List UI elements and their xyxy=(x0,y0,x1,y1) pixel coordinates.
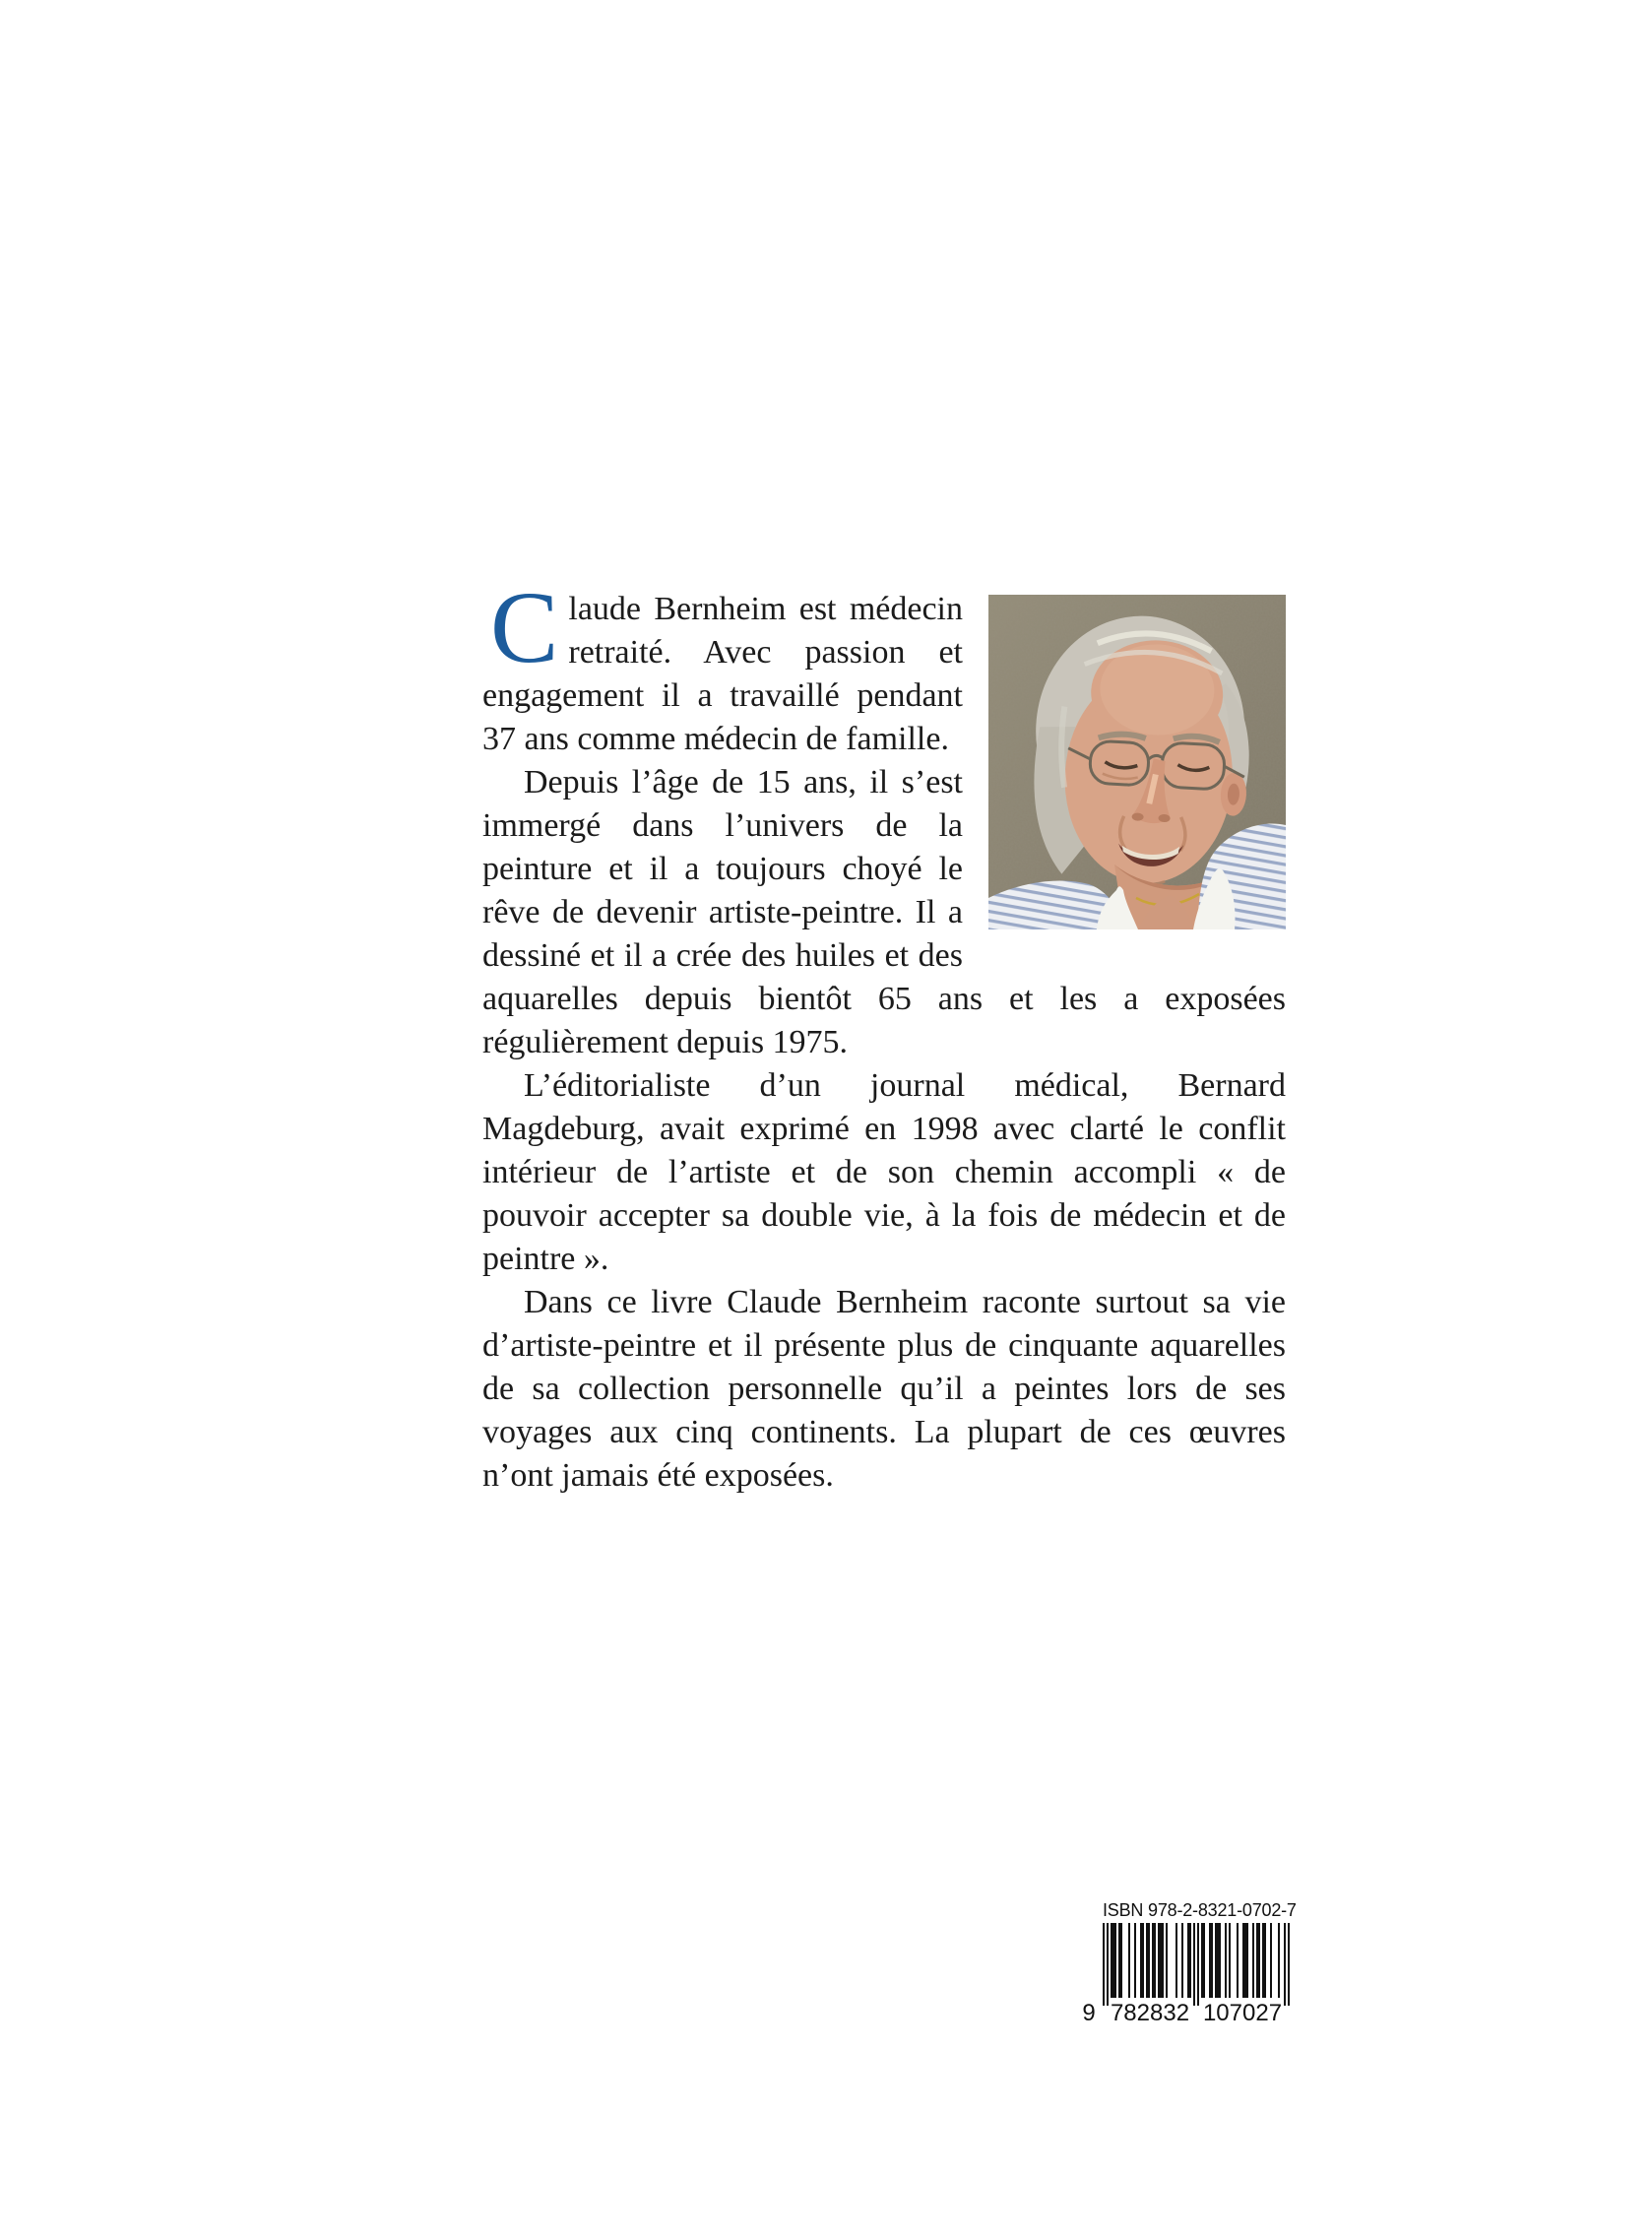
author-photo xyxy=(988,595,1286,929)
barcode-digits-group2: 107027 xyxy=(1202,2000,1283,2023)
bio-paragraph-2: Depuis l’âge de 15 ans, il s’est immergé dans l’univers de la peinture et il a toujours choyé le rêve de devenir artiste-peintre. Il a dessiné et il a crée des huiles et des aquarelles depuis bientôt 65 ans et les a exposées régulièrement depuis 1975. xyxy=(482,764,1286,1060)
isbn-block xyxy=(1079,1900,1296,2023)
barcode-bars xyxy=(1103,1923,1290,2006)
author-portrait-svg xyxy=(988,595,1286,929)
bio-paragraph-4: Dans ce livre Claude Bernheim raconte surtout sa vie d’artiste-peintre et il présente plus de cinquante aquarelles de sa collection personnelle qu’il a peintes lors de ses voyages aux cinq continents. La plupart de ces œuvres n’ont jamais été exposées. xyxy=(482,1284,1286,1494)
isbn-label: ISBN 978-2-8321-0702-7 xyxy=(1103,1900,1297,1920)
bio-paragraph-1-text: laude Bernheim est médecin retraité. Avec passion et engagement il a travaillé pendant 37 ans comme médecin de famille. xyxy=(482,591,963,757)
barcode-digit-first: 9 xyxy=(1082,2000,1096,2023)
drop-cap-letter: C xyxy=(490,571,559,684)
author-bio-text-block xyxy=(482,571,1286,1498)
bio-paragraph-3: L’éditorialiste d’un journal médical, Bernard Magdeburg, avait exprimé en 1998 avec clarté le conflit intérieur de l’artiste et de son chemin accompli « de pouvoir accepter sa double vie, à la fois de médecin et de peintre ». xyxy=(482,1067,1286,1277)
ean13-barcode xyxy=(1079,1923,1296,2023)
barcode-digits-group1: 782832 xyxy=(1110,2000,1190,2023)
